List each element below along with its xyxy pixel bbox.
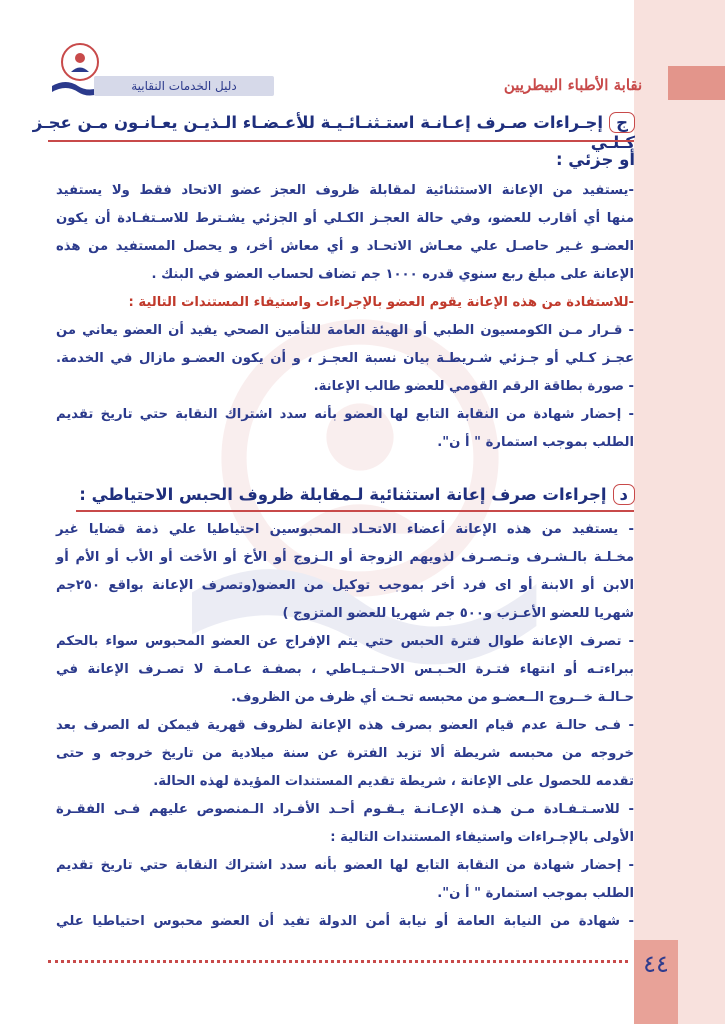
paragraph-line: - فـى حالـة عدم قيام العضو بصرف هذه الإعانة لظروف قهرية فيمكن له الصرف بعد: [56, 718, 634, 733]
page-margin-strip: [634, 0, 725, 1024]
paragraph-line: الطلب بموجب استمارة " أ ن".: [437, 886, 634, 901]
guide-ribbon: [94, 76, 274, 96]
header-color-block: [668, 66, 725, 100]
paragraph-line: - قـرار مـن الكومسيون الطبي أو الهيئة العامة للتأمين الصحي يفيد أن العضو يعاني من: [56, 323, 634, 338]
section-c-letter: ج: [609, 112, 635, 133]
paragraph-line: - للاسـتـفـادة مـن هـذه الإعـانـة يـقـوم أحـد الأفـراد الـمنصوص عليهم فـى الفقـرة: [56, 802, 634, 817]
paragraph-line: عجـز كـلي أو جـزئي شـريطـة بيان نسبة العجـز ، و أن يكون العضـو مازال في الخدمة.: [56, 351, 634, 366]
paragraph-line: مخـلـة بالـشـرف وتـصـرف لذويهم الزوجة أو الـزوج أو الأخ أو الأخت أو الأب أو الأم أو: [56, 550, 634, 565]
section-c-heading: [0, 112, 635, 152]
page-number: ٤٤: [643, 950, 669, 978]
paragraph-line: الإعانة على مبلغ ربع سنوي قدره ١٠٠٠ جم تضاف لحساب العضو في البنك .: [151, 267, 634, 282]
paragraph-line: منها أي أقارب للعضو، وفي حالة العجـز الكـلي أو الجزئي يشـترط للاسـتفـادة أن يكون: [56, 211, 634, 226]
paragraph-line: شهريا للعضو الأعـزب و٥٠٠ جم شهريا للعضو المتزوج ): [282, 606, 634, 621]
paragraph-line: الابن أو الابنة أو اى فرد أخر بموجب توكيل من العضو(وتصرف الإعانة بواقع ٢٥٠جم: [56, 578, 634, 593]
paragraph-line: خروجه من محبسه شريطة ألا تزيد الفترة عن سنة ميلادية من تاريخ خروجه و حتى: [56, 746, 634, 761]
paragraph-line: - إحضار شهادة من النقابة التابع لها العضو بأنه سدد اشتراك النقابة حتي تاريخ تقديم: [56, 858, 634, 873]
footer-dotted-rule: [48, 960, 628, 963]
section-d-letter: د: [613, 484, 635, 505]
paragraph-line: -للاستفادة من هذه الإعانة يقوم العضو بالإجراءات واستيفاء المستندات التالية :: [128, 295, 634, 310]
calligraphy-logo-icon: [503, 66, 643, 100]
section-d-heading: [79, 484, 635, 505]
paragraph-line: - صورة بطاقة الرقم القومي للعضو طالب الإعانة.: [313, 379, 634, 394]
paragraph-line: -يستفيد من الإعانة الاستثنائية لمقابلة ظروف العجز عضو الاتحاد فقط ولا يستفيد: [56, 183, 634, 198]
section-c-title: إجـراءات صـرف إعـانـة استـثنـائـيـة للأعـضـاء الـذيـن يعـانـون مـن عجـز كـلـي: [32, 113, 635, 152]
paragraph-line: العضـو غـير حاصـل علي معـاش الاتحـاد و أي معاش أخر، و يحصل المستفيد من هذه: [56, 239, 634, 254]
section-d-title: إجراءات صرف إعانة استثنائية لـمقابلة ظروف الحبس الاحتياطي :: [79, 485, 607, 504]
paragraph-line: الأولى بالإجـراءات واستيفاء المستندات التالية :: [330, 830, 634, 845]
paragraph-line: - شهادة من النيابة العامة أو نيابة أمن الدولة تفيد أن العضو محبوس احتياطيا علي: [56, 914, 634, 929]
paragraph-line: حـالـة خــروج الــعضـو من محبسه تحـت أي ظرف من الظروف.: [231, 690, 634, 705]
section-c-body: [56, 177, 634, 457]
section-d-underline: [76, 510, 634, 512]
section-d-body: [56, 516, 634, 936]
guide-label: دليل الخدمات النقابية: [131, 79, 237, 93]
section-c-title-continued: أو جزئي :: [555, 150, 635, 169]
paragraph-line: الطلب بموجب استمارة " أ ن".: [437, 435, 634, 450]
paragraph-line: - إحضار شهادة من النقابة التابع لها العضو بأنه سدد اشتراك النقابة حتي تاريخ تقديم: [56, 407, 634, 422]
paragraph-line: - يستفيد من هذه الإعانة أعضاء الاتحـاد المحبوسين احتياطيا علي ذمة قضايا غير: [56, 522, 634, 537]
section-c-underline: [48, 140, 634, 142]
paragraph-line: تقدمه للحصول على الإعانة ، شريطة تقديم المستندات المؤيدة لهذه الحالة.: [153, 774, 634, 789]
syndicate-logo: [503, 66, 643, 100]
paragraph-line: ببراءتـه أو انتهاء فتـرة الحـبـس الاحـتـيـاطي ، بصفـة عـامـة لا تصـرف الإعانة في: [56, 662, 634, 677]
paragraph-line: - تصرف الإعانة طوال فترة الحبس حتي يتم الإفراج عن العضو المحبوس سواء بالحكم: [56, 634, 634, 649]
svg-text:نقابة الأطباء البيطريين: نقابة الأطباء البيطريين: [503, 76, 643, 94]
